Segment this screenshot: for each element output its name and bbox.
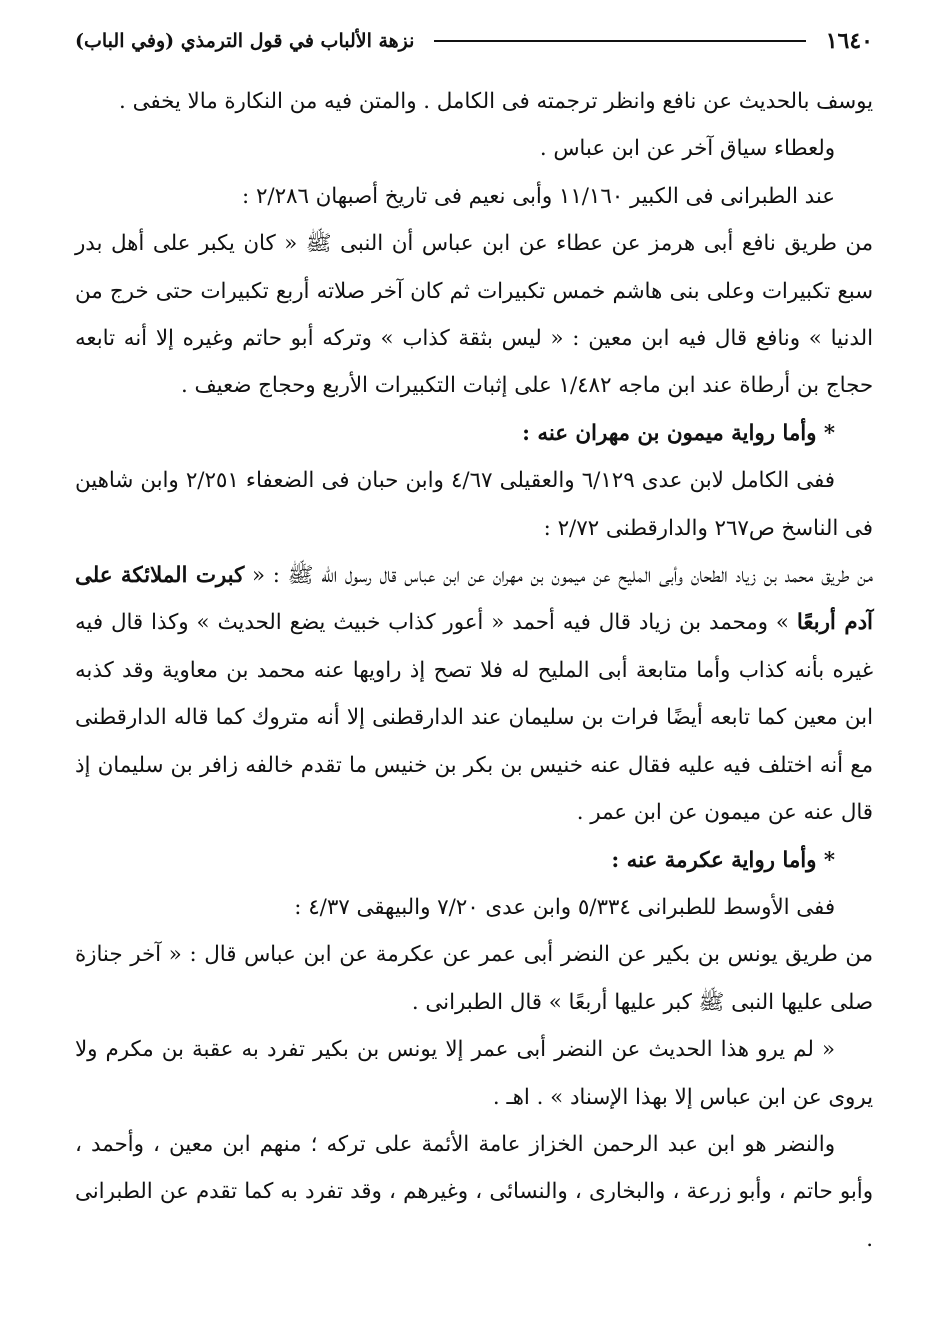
paragraph: والنضر هو ابن عبد الرحمن الخزاز عامة الأئمة على تركه ؛ منهم ابن معين ، وأحمد ، وأبو حاتم ، وأبو زرعة ، والبخارى ، والنسائى ، وغيرهم ، وقد تفرد به كما تقدم عن الطبرانى .: [75, 1131, 873, 1252]
paragraph: يوسف بالحديث عن نافع وانظر ترجمته فى الكامل . والمتن فيه من النكارة مالا يخفى .: [119, 89, 873, 114]
header-rule: [434, 40, 805, 42]
page-number: ١٦٤٠: [825, 28, 873, 54]
paragraph: ففى الأوسط للطبرانى ٥/٣٣٤ وابن عدى ٧/٢٠ والبيهقى ٤/٣٧ :: [294, 894, 835, 920]
paragraph: ففى الكامل لابن عدى ٦/١٢٩ والعقيلى ٤/٦٧ وابن حبان فى الضعفاء ٢/٢٥١ وابن شاهين فى الناسخ ص٢٦٧ والدارقطنى ٢/٧٢ :: [75, 468, 873, 541]
paragraph: من طريق يونس بن بكير عن النضر أبى عمر عن عكرمة عن ابن عباس قال : « آخر جنازة صلى عليها النبى ﷺ كبر عليها أربعًا » قال الطبرانى .: [75, 942, 873, 1015]
hadith-quote: كبرت الملائكة على آدم أربعًا: [75, 563, 873, 636]
paragraph: من طريق نافع أبى هرمز عن عطاء عن ابن عباس أن النبى ﷺ « كان يكبر على أهل بدر سبع تكبيرات وعلى بنى هاشم خمس تكبيرات ثم كان آخر صلاته أربع تكبيرات حتى خرج من الدنيا » ونافع قال فيه ابن معين : « ليس بثقة كذاب » وتركه أبو حاتم وغيره إلا أنه تابعه حجاج بن أرطاة عند ابن ماجه ١/٤٨٢ على إثبات التكبيرات الأربع وحجاج ضعيف .: [75, 231, 873, 399]
page-body: [75, 78, 873, 1307]
paragraph: [75, 552, 873, 836]
section-heading: * وأما رواية ميمون بن مهران عنه :: [522, 420, 835, 446]
paragraph-text: » ومحمد بن زياد قال فيه أحمد « أعور كذاب خبيث يضع الحديث » وكذا قال فيه غيره بأنه كذاب وأما متابعة أبى المليح له فلا تصح إذ راويها عنه محمد بن معاوية وقد كذبه ابن معين كما تابعه أيضًا فرات بن سليمان عند الدارقطنى إلا أنه متروك كما قاله الدارقطنى مع أنه اختلف فيه عليه فقال عنه خنيس بن بكر بن خنيس ما تقدم خالفه زافر بن سليمان إذ قال عنه عن ميمون عن ابن عمر .: [75, 610, 873, 826]
paragraph: عند الطبرانى فى الكبير ١١/١٦٠ وأبى نعيم فى تاريخ أصبهان ٢/٢٨٦ :: [242, 183, 835, 209]
paragraph-text: من طريق محمد بن زياد الطحان وأبى المليح عن ميمون بن مهران عن ابن عباس قال رسول الله ﷺ : «: [251, 563, 873, 589]
paragraph: « لم يرو هذا الحديث عن النضر أبى عمر إلا يونس بن بكير تفرد به عقبة بن مكرم ولا يروى عن ابن عباس إلا بهذا الإسناد » . اهـ .: [75, 1037, 873, 1110]
paragraph: ولعطاء سياق آخر عن ابن عباس .: [539, 136, 835, 162]
page-header: [75, 22, 873, 60]
running-title: نزهة الألباب في قول الترمذي (وفي الباب): [75, 30, 415, 52]
section-heading: * وأما رواية عكرمة عنه :: [611, 847, 835, 873]
